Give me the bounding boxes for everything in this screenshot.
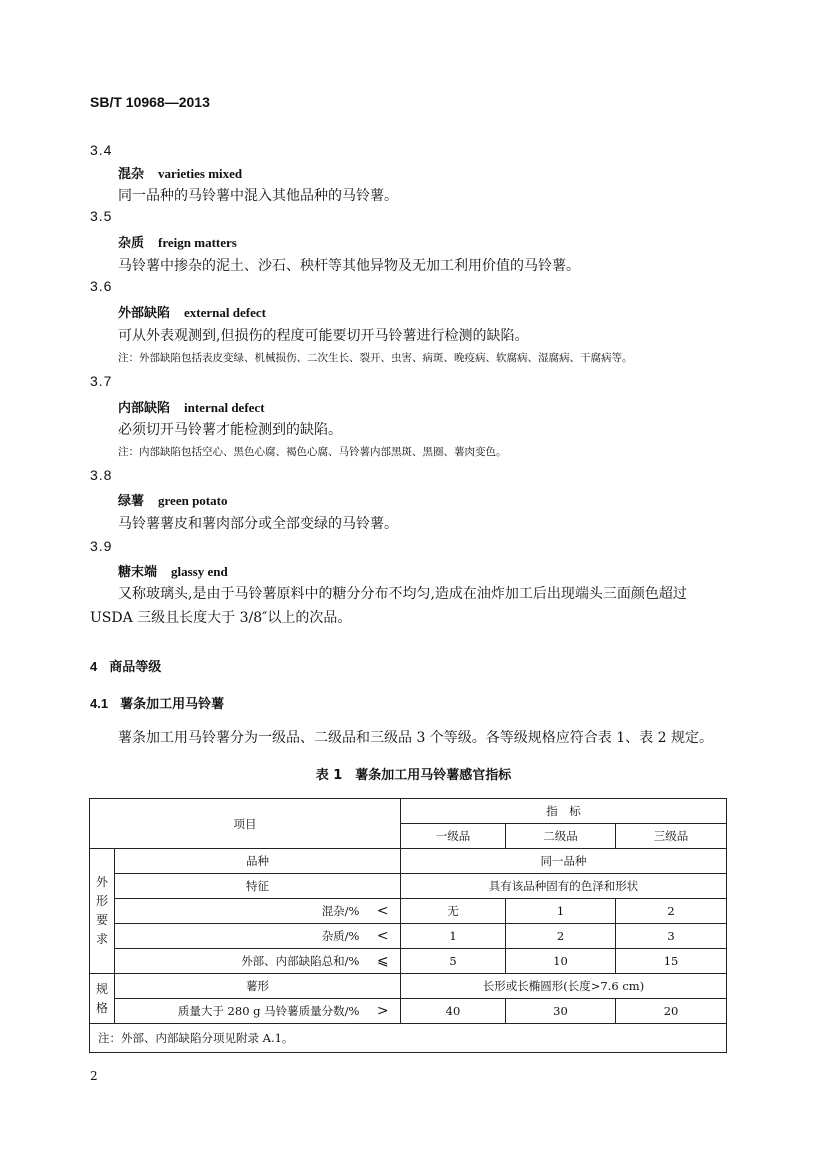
group-appearance	[90, 849, 115, 974]
term-zh: 混杂	[118, 167, 145, 182]
cell-value: 40	[401, 999, 506, 1024]
header-index: 指 标	[401, 799, 727, 824]
row-symbol: >	[366, 999, 401, 1024]
cell-value: 2	[616, 899, 727, 924]
term-en: glassy end	[171, 564, 228, 579]
table-row	[90, 999, 727, 1024]
row-label: 薯形	[115, 974, 401, 999]
cell-value: 5	[401, 949, 506, 974]
term-definition: 可从外表观测到,但损伤的程度可能要切开马铃薯进行检测的缺陷。	[118, 328, 529, 344]
term-en: green potato	[158, 493, 228, 508]
table-header-row	[90, 799, 727, 824]
term-title	[118, 490, 227, 509]
term-en: varieties mixed	[158, 166, 243, 181]
term-title	[118, 397, 265, 416]
row-symbol: <	[366, 899, 401, 924]
table-row	[90, 949, 727, 974]
row-label: 外部、内部缺陷总和/%	[115, 949, 366, 974]
term-en: internal defect	[184, 400, 265, 415]
subsection-title: 薯条加工用马铃薯	[120, 697, 225, 712]
section-number: 4	[90, 659, 98, 674]
cell-value: 3	[616, 924, 727, 949]
paragraph: 薯条加工用马铃薯分为一级品、二级品和三级品 3 个等级。各等级规格应符合表 1、表 2 规定。	[118, 730, 713, 746]
group-appearance-label: 外 形 要 求	[95, 875, 108, 946]
row-label: 品种	[115, 849, 401, 874]
term-definition-continued: USDA 三级且长度大于 3/8″以上的次品。	[90, 610, 352, 626]
term-en: freign matters	[158, 235, 237, 250]
term-note: 注：外部缺陷包括表皮变绿、机械损伤、二次生长、裂开、虫害、病斑、晚疫病、软腐病、湿腐病、干腐病等。	[118, 352, 633, 364]
cell-value: 无	[401, 899, 506, 924]
term-definition: 马铃薯薯皮和薯肉部分或全部变绿的马铃薯。	[118, 516, 398, 532]
term-title	[118, 232, 237, 251]
row-value: 长形或长椭圆形(长度>7.6 cm)	[401, 974, 727, 999]
page-number: 2	[90, 1069, 98, 1083]
subsection-number: 4.1	[90, 696, 109, 711]
term-en: external defect	[184, 305, 266, 320]
section-heading	[90, 656, 161, 675]
table-note-row	[90, 1024, 727, 1053]
row-value: 同一品种	[401, 849, 727, 874]
term-definition: 同一品种的马铃薯中混入其他品种的马铃薯。	[118, 188, 398, 204]
cell-value: 2	[506, 924, 616, 949]
clause-number: 3.4	[90, 142, 113, 158]
clause-number: 3.8	[90, 467, 113, 483]
row-label: 质量大于 280 g 马铃薯质量分数/%	[115, 999, 366, 1024]
table-row	[90, 874, 727, 899]
term-zh: 绿薯	[118, 494, 145, 509]
table-note: 注：外部、内部缺陷分项见附录 A.1。	[90, 1024, 727, 1053]
term-definition: 马铃薯中掺杂的泥土、沙石、秧杆等其他异物及无加工利用价值的马铃薯。	[118, 258, 580, 274]
header-grade-2: 二级品	[506, 824, 616, 849]
header-grade-1: 一级品	[401, 824, 506, 849]
term-title	[118, 302, 266, 321]
row-label: 杂质/%	[115, 924, 366, 949]
row-label: 特征	[115, 874, 401, 899]
header-item: 项目	[90, 799, 401, 849]
clause-number: 3.9	[90, 538, 113, 554]
term-zh: 内部缺陷	[118, 401, 171, 416]
term-zh: 糖末端	[118, 565, 158, 580]
cell-value: 30	[506, 999, 616, 1024]
header-grade-3: 三级品	[616, 824, 727, 849]
row-symbol: ⩽	[366, 949, 401, 974]
cell-value: 20	[616, 999, 727, 1024]
clause-number: 3.7	[90, 373, 113, 389]
table-caption: 表 1 薯条加工用马铃薯感官指标	[315, 768, 512, 783]
cell-value: 1	[401, 924, 506, 949]
table-row	[90, 974, 727, 999]
table-row	[90, 924, 727, 949]
clause-number: 3.6	[90, 278, 113, 294]
cell-value: 10	[506, 949, 616, 974]
term-definition: 必须切开马铃薯才能检测到的缺陷。	[118, 422, 342, 438]
section-title: 商品等级	[109, 660, 162, 675]
row-symbol: <	[366, 924, 401, 949]
term-title	[118, 163, 242, 182]
group-specification-label: 规 格	[95, 981, 108, 1015]
group-specification	[90, 974, 115, 1024]
term-zh: 杂质	[118, 236, 145, 251]
term-note: 注：内部缺陷包括空心、黑色心腐、褐色心腐、马铃薯内部黑斑、黑圈、薯肉变色。	[118, 446, 507, 458]
row-value: 具有该品种固有的色泽和形状	[401, 874, 727, 899]
cell-value: 15	[616, 949, 727, 974]
term-zh: 外部缺陷	[118, 306, 171, 321]
term-title	[118, 561, 228, 580]
table-row	[90, 849, 727, 874]
term-definition: 又称玻璃头,是由于马铃薯原料中的糖分分布不均匀,造成在油炸加工后出现端头三面颜色超过	[118, 586, 687, 602]
row-label: 混杂/%	[115, 899, 366, 924]
clause-number: 3.5	[90, 208, 113, 224]
subsection-heading	[90, 693, 224, 712]
standard-code-header: SB/T 10968—2013	[90, 94, 210, 110]
table-row	[90, 899, 727, 924]
sensory-index-table	[89, 798, 727, 1053]
cell-value: 1	[506, 899, 616, 924]
